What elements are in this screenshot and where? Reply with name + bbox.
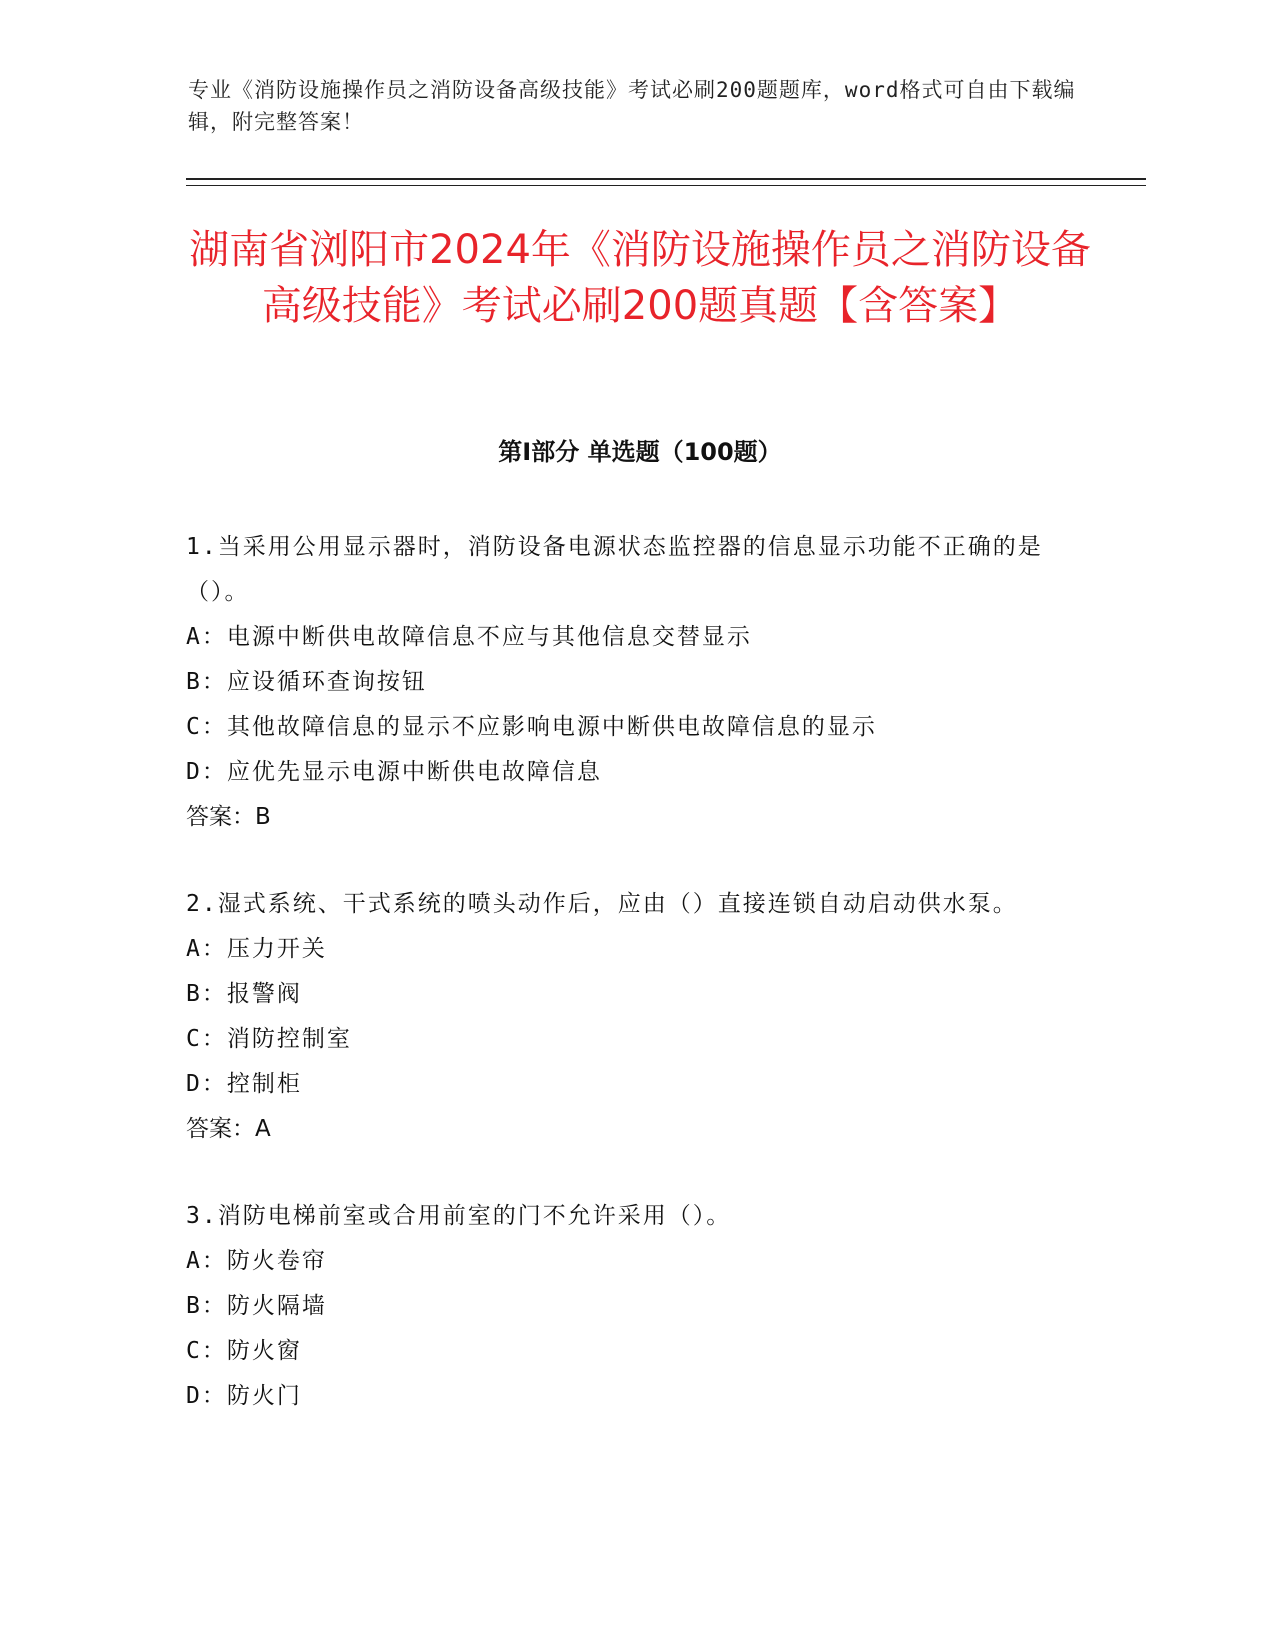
option-b: B：防火隔墙 xyxy=(186,1293,327,1319)
header-divider-thin xyxy=(186,185,1146,186)
document-title: 湖南省浏阳市2024年《消防设施操作员之消防设备高级技能》考试必刷200题真题【含答案】 xyxy=(189,227,1091,329)
question-3 xyxy=(186,1194,1066,1419)
section-title: 第I部分 单选题（100题） xyxy=(498,438,782,466)
question-2 xyxy=(186,882,1066,1152)
option-d: D：防火门 xyxy=(186,1383,302,1409)
option-b: B：应设循环查询按钮 xyxy=(186,669,427,695)
question-stem: 3.消防电梯前室或合用前室的门不允许采用（）。 xyxy=(186,1203,732,1229)
option-d: D：应优先显示电源中断供电故障信息 xyxy=(186,759,602,785)
option-c: C：消防控制室 xyxy=(186,1026,352,1052)
option-a: A：压力开关 xyxy=(186,936,327,962)
header-note: 专业《消防设施操作员之消防设备高级技能》考试必刷200题题库，word格式可自由下载编辑，附完整答案！ xyxy=(188,78,1076,134)
option-c: C：防火窗 xyxy=(186,1338,302,1364)
option-d: D：控制柜 xyxy=(186,1071,302,1097)
question-1 xyxy=(186,525,1066,840)
header-divider-thick xyxy=(186,178,1146,180)
question-stem: 1.当采用公用显示器时，消防设备电源状态监控器的信息显示功能不正确的是（）。 xyxy=(186,534,1043,605)
question-stem: 2.湿式系统、干式系统的喷头动作后，应由（）直接连锁自动启动供水泵。 xyxy=(186,891,1018,917)
option-b: B：报警阀 xyxy=(186,981,302,1007)
option-a: A：电源中断供电故障信息不应与其他信息交替显示 xyxy=(186,624,752,650)
option-a: A：防火卷帘 xyxy=(186,1248,327,1274)
answer: 答案：A xyxy=(186,1116,271,1142)
answer: 答案：B xyxy=(186,804,271,830)
option-c: C：其他故障信息的显示不应影响电源中断供电故障信息的显示 xyxy=(186,714,877,740)
question-list xyxy=(186,525,1066,1461)
